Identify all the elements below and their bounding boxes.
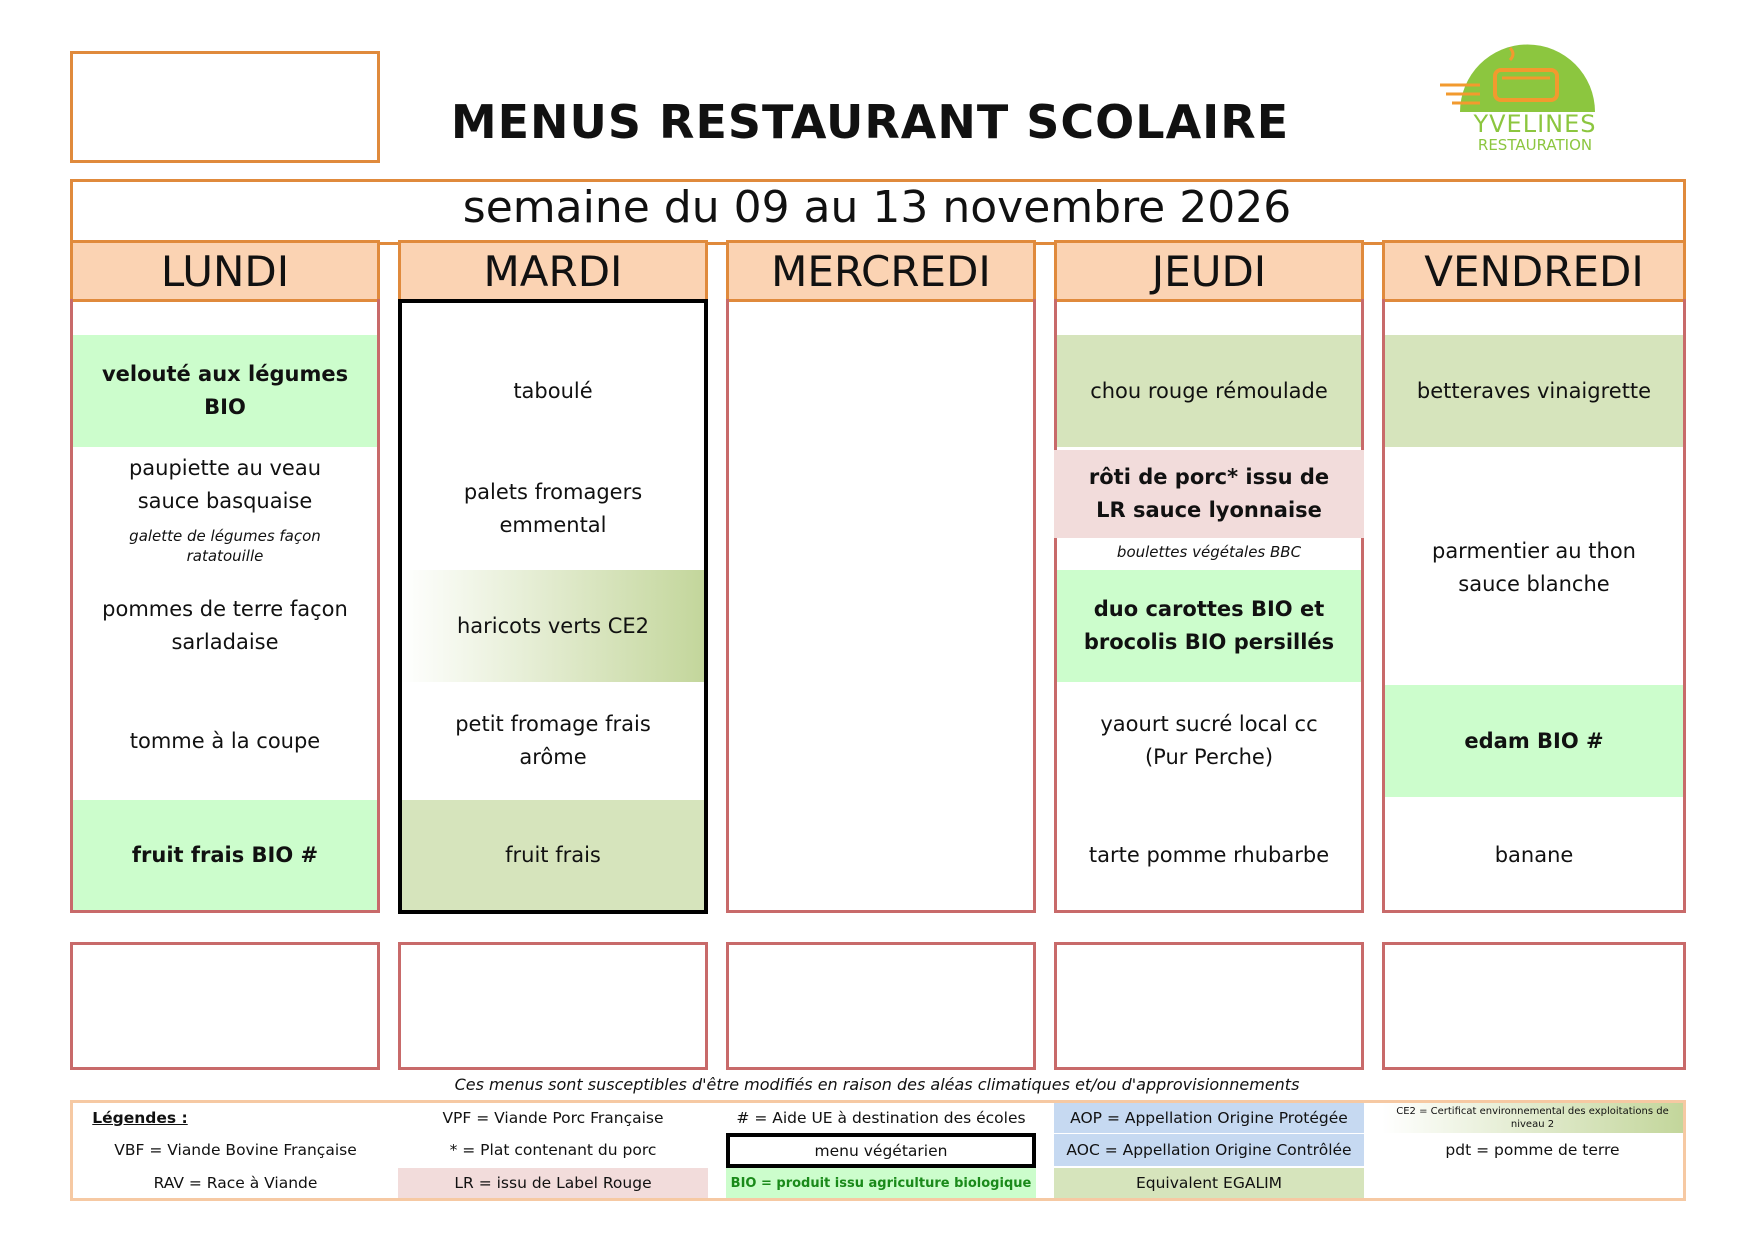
laitage-vendredi: edam BIO # bbox=[1385, 685, 1683, 797]
day-body-mercredi bbox=[726, 299, 1036, 913]
accomp-lundi: pommes de terre façon sarladaise bbox=[102, 597, 348, 654]
legend-vpf: VPF = Viande Porc Française bbox=[442, 1109, 664, 1127]
plat-alt-lundi: galette de légumes façon ratatouille bbox=[129, 527, 321, 565]
top-left-box bbox=[70, 51, 380, 163]
laitage-jeudi: yaourt sucré local cc (Pur Perche) bbox=[1100, 712, 1318, 769]
yvelines-logo bbox=[1440, 40, 1610, 160]
plat-vendredi: parmentier au thon sauce blanche bbox=[1431, 538, 1636, 596]
entree-mardi: taboulé bbox=[513, 378, 593, 403]
legend-aide: # = Aide UE à destination des écoles bbox=[736, 1109, 1026, 1127]
goûter-box-jeudi bbox=[1054, 942, 1364, 1070]
legend-ce2: CE2 = Certificat environnemental des exploitations de niveau 2 bbox=[1382, 1103, 1683, 1133]
laitage-lundi: tomme à la coupe bbox=[129, 728, 321, 753]
legend-egalim: Equivalent EGALIM bbox=[1054, 1168, 1364, 1198]
legend-rav: RAV = Race à Viande bbox=[153, 1174, 318, 1192]
logo-line2: RESTAURATION bbox=[1477, 136, 1593, 154]
accomp-mardi: haricots verts CE2 bbox=[401, 570, 705, 682]
legend-vbf: VBF = Viande Bovine Française bbox=[114, 1141, 357, 1159]
dessert-jeudi: tarte pomme rhubarbe bbox=[1088, 842, 1330, 867]
legend-porc: * = Plat contenant du porc bbox=[449, 1141, 657, 1159]
goûter-box-vendredi bbox=[1382, 942, 1686, 1070]
legend-lr: LR = issu de Label Rouge bbox=[398, 1168, 708, 1198]
goûter-box-mercredi bbox=[726, 942, 1036, 1070]
day-header-jeudi: JEUDI bbox=[1054, 240, 1364, 302]
day-column-jeudi bbox=[1054, 240, 1364, 913]
laitage-mardi: petit fromage frais arôme bbox=[455, 712, 651, 769]
entree-jeudi: chou rouge rémoulade bbox=[1057, 335, 1361, 447]
plat-jeudi: rôti de porc* issu de LR sauce lyonnaise boulettes végétales BBC bbox=[1057, 450, 1361, 568]
dessert-lundi: fruit frais BIO # bbox=[73, 800, 377, 910]
day-column-lundi bbox=[70, 240, 380, 913]
logo-icon bbox=[1440, 40, 1610, 120]
plat-mardi: palets fromagers emmental bbox=[463, 480, 643, 537]
accomp-jeudi: duo carottes BIO et brocolis BIO persillés bbox=[1057, 570, 1361, 682]
disclaimer: Ces menus sont susceptibles d'être modifiés en raison des aléas climatiques et/ou d'approvisionnements bbox=[454, 1075, 1300, 1094]
plat-lundi: paupiette au veau sauce basquaise galette de légumes façon ratatouille bbox=[73, 450, 377, 568]
page-title: MENUS RESTAURANT SCOLAIRE bbox=[450, 95, 1290, 149]
legend-veg: menu végétarien bbox=[726, 1133, 1036, 1168]
goûter-box-lundi bbox=[70, 942, 380, 1070]
day-header-vendredi: VENDREDI bbox=[1382, 240, 1686, 302]
day-column-vendredi bbox=[1382, 240, 1686, 913]
dessert-vendredi: banane bbox=[1494, 842, 1574, 867]
goûter-box-mardi bbox=[398, 942, 708, 1070]
logo-line1: YVELINES bbox=[1473, 110, 1597, 138]
vegetarian-frame-mardi bbox=[398, 299, 708, 914]
entree-lundi: velouté aux légumes BIO bbox=[73, 335, 377, 447]
day-header-mardi: MARDI bbox=[398, 240, 708, 302]
day-header-mercredi: MERCREDI bbox=[726, 240, 1036, 302]
dessert-mardi: fruit frais bbox=[401, 800, 705, 910]
day-header-lundi: LUNDI bbox=[70, 240, 380, 302]
day-column-mardi bbox=[398, 240, 708, 913]
legend-aop: AOP = Appellation Origine Protégée bbox=[1054, 1103, 1364, 1133]
legend-pdt: pdt = pomme de terre bbox=[1445, 1141, 1620, 1159]
legend-heading: Légendes : bbox=[92, 1109, 188, 1127]
legend-aoc: AOC = Appellation Origine Contrôlée bbox=[1054, 1134, 1364, 1166]
day-column-mercredi bbox=[726, 240, 1036, 913]
legend-bio: BIO = produit issu agriculture biologique bbox=[726, 1168, 1036, 1198]
week-label: semaine du 09 au 13 novembre 2026 bbox=[462, 182, 1292, 233]
entree-vendredi: betteraves vinaigrette bbox=[1385, 335, 1683, 447]
plat-alt-jeudi: boulettes végétales BBC bbox=[1116, 543, 1302, 561]
